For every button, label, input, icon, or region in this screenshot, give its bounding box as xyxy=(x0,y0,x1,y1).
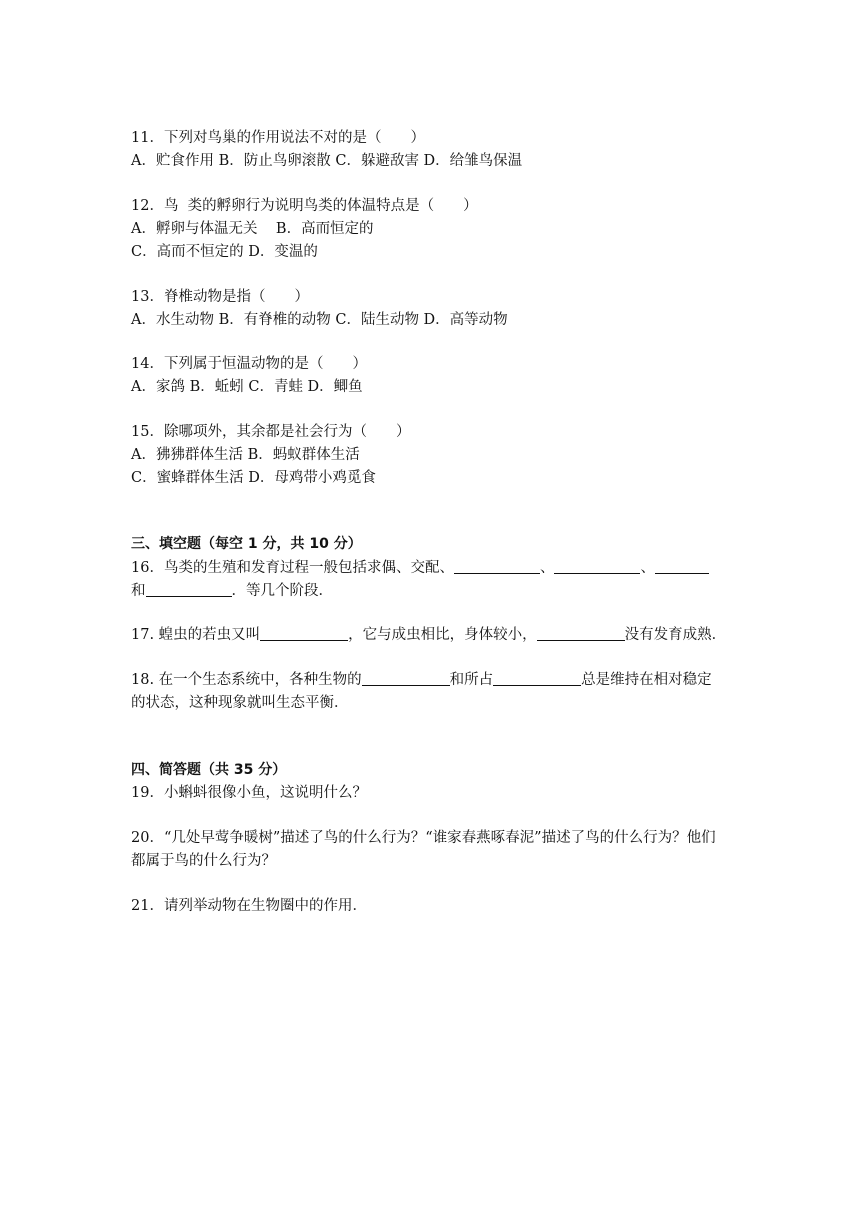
separator: 、 xyxy=(640,560,655,576)
question-20-line1: 20．“几处早莺争暖树”描述了鸟的什么行为？“谁家春燕啄春泥”描述了鸟的什么行为？他们 xyxy=(131,830,716,846)
question-14-options: A．家鸽 B．蚯蚓 C．青蛙 D．鲫鱼 xyxy=(131,379,363,395)
question-20-line2: 都属于鸟的什么行为？ xyxy=(131,853,276,869)
section-3-heading: 三、填空题（每空 1 分，共 10 分） xyxy=(131,536,362,552)
question-17-text: 17. 蝗虫的若虫又叫 xyxy=(131,627,261,643)
question-16-line2 xyxy=(131,581,333,601)
question-19: 19．小蝌蚪很像小鱼，这说明什么？ xyxy=(131,785,367,801)
question-18-text: 总是维持在相对稳定 xyxy=(581,672,712,688)
question-12-options-line1: A．孵卵与体温无关 B．高而恒定的 xyxy=(131,221,374,237)
question-13-options: A．水生动物 B．有脊椎的动物 C．陆生动物 D．高等动物 xyxy=(131,312,508,328)
answer-blank[interactable] xyxy=(554,558,640,574)
question-15-options-line2: C．蜜蜂群体生活 D．母鸡带小鸡觅食 xyxy=(131,470,376,486)
question-12-stem: 12．鸟 类的孵卵行为说明鸟类的体温特点是（ ） xyxy=(131,198,478,214)
question-15-stem: 15．除哪项外，其余都是社会行为（ ） xyxy=(131,424,411,440)
section-4-heading: 四、简答题（共 35 分） xyxy=(131,762,287,778)
question-21: 21．请列举动物在生物圈中的作用． xyxy=(131,898,367,914)
question-14-stem: 14．下列属于恒温动物的是（ ） xyxy=(131,356,367,372)
question-16-line1 xyxy=(131,558,709,578)
question-18-line2: 的状态，这种现象就叫生态平衡． xyxy=(131,695,349,711)
answer-blank[interactable] xyxy=(454,558,540,574)
separator: 、 xyxy=(539,560,555,576)
question-11-options: A．贮食作用 B．防止鸟卵滚散 C．躲避敌害 D．给雏鸟保温 xyxy=(131,153,523,169)
question-18-text: 18. 在一个生态系统中，各种生物的 xyxy=(131,672,362,688)
answer-blank[interactable] xyxy=(493,670,581,686)
question-16-text: 和 xyxy=(131,583,146,599)
question-12-options-line2: C．高而不恒定的 D．变温的 xyxy=(131,244,318,260)
answer-blank[interactable] xyxy=(362,670,450,686)
answer-blank[interactable] xyxy=(537,625,625,641)
question-18-line1 xyxy=(131,670,712,690)
question-17-text: ，它与成虫相比，身体较小， xyxy=(348,627,537,643)
question-13-stem: 13．脊椎动物是指（ ） xyxy=(131,289,309,305)
answer-blank[interactable] xyxy=(655,558,709,574)
question-15-options-line1: A．狒狒群体生活 B．蚂蚁群体生活 xyxy=(131,447,360,463)
question-17-text: 没有发育成熟． xyxy=(624,627,727,643)
question-17 xyxy=(131,625,726,645)
question-16-text: ．等几个阶段． xyxy=(231,583,333,599)
question-18-text: 和所占 xyxy=(449,672,494,688)
question-11-stem: 11．下列对鸟巢的作用说法不对的是（ ） xyxy=(131,130,425,146)
answer-blank[interactable] xyxy=(260,625,348,641)
answer-blank[interactable] xyxy=(146,581,232,597)
question-16-text: 16．鸟类的生殖和发育过程一般包括求偶、交配、 xyxy=(131,560,454,576)
